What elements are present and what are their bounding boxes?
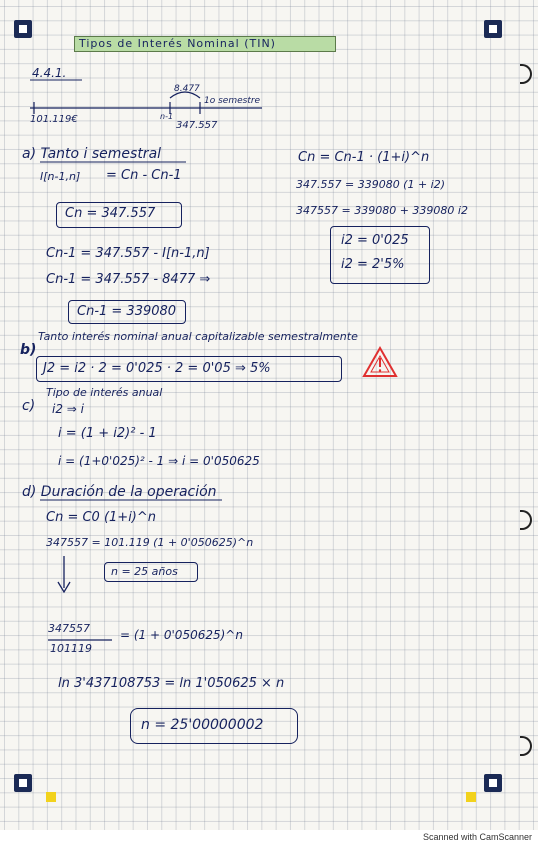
part-a-interest-symbol: I[n-1,n]: [40, 170, 81, 183]
timeline-marker: n-1: [160, 112, 174, 121]
boxed-n-years: n = 25 años: [111, 565, 178, 578]
fraction-numerator: 347557: [48, 622, 90, 635]
part-a-line2: Cn-1 = 347.557 - I[n-1,n]: [46, 246, 210, 261]
part-a-interest-formula: = Cn - Cn-1: [106, 168, 182, 183]
final-result-box: [130, 708, 298, 744]
boxed-result: [56, 202, 182, 228]
page-title: Tipos de Interés Nominal (TIN): [74, 36, 336, 52]
part-d-line2: 347557 = 101.119 (1 + 0'050625)^n: [46, 536, 254, 549]
part-b-heading: Tanto interés nominal anual capitalizable semestralmente: [38, 330, 358, 343]
boxed-result: [68, 300, 186, 324]
timeline-start-value: 101.119€: [30, 114, 78, 125]
part-b-formula: J2 = i2 · 2 = 0'025 · 2 = 0'05 ⇒ 5%: [43, 361, 271, 376]
boxed-i2-percent: i2 = 2'5%: [341, 257, 405, 272]
boxed-result: [36, 356, 342, 382]
timeline-top-value: 8.477: [174, 84, 200, 94]
boxed-i2-decimal: i2 = 0'025: [341, 233, 409, 248]
fraction-denominator: 101119: [50, 642, 92, 655]
part-d-ln-line: ln 3'437108753 = ln 1'050625 × n: [58, 676, 285, 691]
boxed-result: [104, 562, 198, 582]
boxed-result: [330, 226, 430, 284]
section-number: 4.4.1.: [32, 66, 67, 80]
part-a-right-line2: 347.557 = 339080 (1 + i2): [296, 178, 446, 191]
part-c-heading-note: Tipo de interés anual: [46, 386, 163, 399]
part-c-line0: i2 ⇒ i: [52, 402, 84, 416]
part-b-label: b): [20, 342, 37, 358]
boxed-cn-value: Cn = 347.557: [65, 206, 156, 221]
part-c-label: c): [22, 398, 36, 414]
part-a-right-formula: Cn = Cn-1 · (1+i)^n: [298, 150, 430, 165]
part-a-right-line3: 347557 = 339080 + 339080 i2: [296, 204, 468, 217]
timeline-note: 1o semestre: [204, 96, 261, 106]
scan-footer: [0, 830, 538, 848]
camscanner-watermark: Scanned with CamScanner: [422, 832, 532, 842]
part-a-line3: Cn-1 = 347.557 - 8477 ⇒: [46, 272, 211, 287]
part-d-line1: Cn = C0 (1+i)^n: [46, 510, 157, 525]
fraction-right-side: = (1 + 0'050625)^n: [120, 628, 243, 642]
final-n-value: n = 25'00000002: [141, 717, 264, 733]
part-d-heading: d) Duración de la operación: [22, 484, 217, 500]
part-c-line2: i = (1+0'025)² - 1 ⇒ i = 0'050625: [58, 454, 260, 468]
timeline-end-value: 347.557: [176, 120, 218, 131]
part-a-heading: a) Tanto i semestral: [22, 146, 162, 162]
boxed-cn1-value: Cn-1 = 339080: [77, 304, 177, 319]
part-c-line1: i = (1 + i2)² - 1: [58, 426, 157, 441]
